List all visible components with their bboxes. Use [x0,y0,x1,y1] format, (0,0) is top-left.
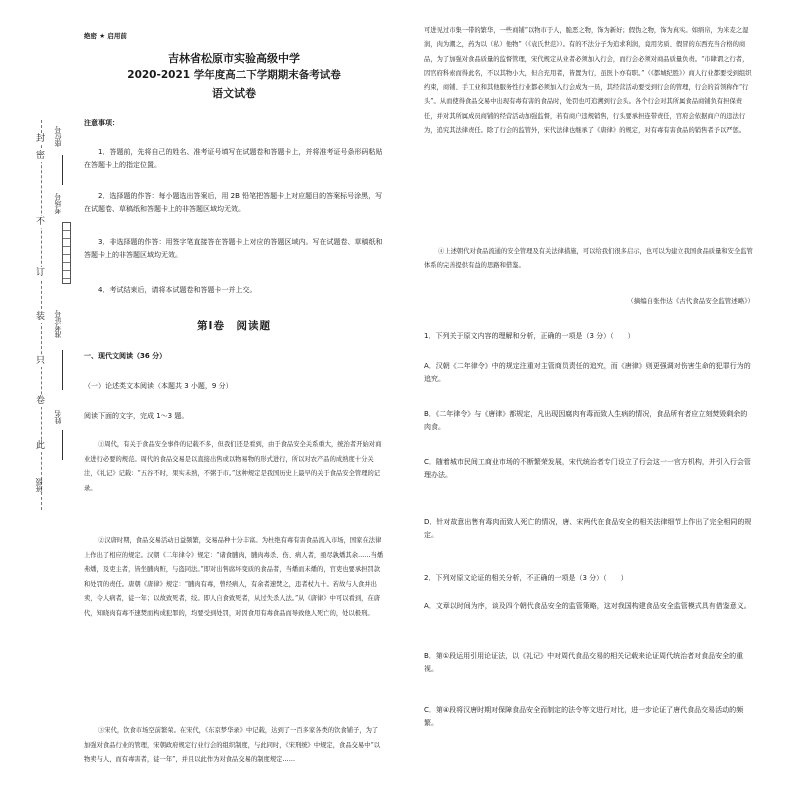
field-room-label: 考场号 [54,193,62,214]
question-option: D．针对故意出售有毒肉而致人死亡的情况，唐、宋两代在食品安全的相关法律细节上作出了完全相同的规定。 [424,518,752,539]
passage-paragraph: ②汉唐时期，食品交易活动日益频繁，交易品种十分丰富。为杜绝有毒有害食品流入市场，国家在法律上作出了相应的规定。汉朝《二年律令》规定：“诸食脯肉，脯肉毒杀、伤、病人者，亟尽孰燔其余……当燔弗燔，及吏主者，皆坐脯肉赃，与盗同法。”即对出售腐坏变质的食品者，当燔而未燔的，官吏也要承担罚款和处罚的责任。唐朝《唐律》规定：“脯肉有毒，曾经病人，有余者速焚之，违者杖九十。若故与人食并出卖，令人病者，徒一年；以故致死者，绞。即人自食致死者，从过失杀人法。”从《唐律》中可以看到，在唐代，知晓肉有毒不速焚而构成犯罪的，均要受到处罚，对因食用有毒食品而导致他人死亡的，处以极刑。 [84,537,384,617]
instruction: 阅读下面的文字，完成 1～3 题。 [84,412,189,420]
section-title: 第Ⅰ卷 阅读题 [197,320,271,332]
seat-line [62,155,63,185]
passage-paragraph: 可进见过市集一带的繁华，一些商铺“以物市于人，脆恶之物，饰为新好；假伪之物，饰为真实。如绢帛，为米麦之湿润，肉为潮之，药为以（私）他物”（《袁氏世范》）。有的不法分子为追求利润，竟用劣质、假冒的东西充当合格的商品，为了加强对食品质量的监督管理，宋代规定从业者必须加入行会，而行会必须对商品质量负责。“市肆谓之行者，因官府科索而得此名，不以其物小大，但合充用者，皆置为行，虽医卜亦有职。”（《都城纪胜》）商人行业都要受到组织约束，商铺、手工业和其他服务性行业都必须加入行会成为一员，其经营活动要受到行会的管理，行会的首领称作“行头”。从而使得食品交易中出现有毒有害的食品时，处罚也可追溯到行会头。各个行会对其所属食品商铺负有担保责任，并对其所属成员商铺的经营活动加强监督，若有商户违规销售，行头要承担连带责任，官府会依据商户的违法行为，追究其法律责任。除了行会的监管外，宋代法律也继承了《唐律》的规定，对有毒有害食品的销售者予以严惩。 [424,27,752,135]
margin-char: 卷 [36,396,46,406]
field-name-label: 姓名 [54,410,62,424]
question-stem: 2．下列对原文论证的相关分析，不正确的一项是（3 分）（ ） [424,574,628,582]
margin-char: 封 [36,134,46,144]
margin-char: 装 [36,312,46,322]
margin-char: 不 [36,217,46,227]
question-option: C．随着城市民间工商业市场的不断繁荣发展，宋代统治者专门设立了行会这一一官方机构，并引入行会管理办法。 [424,458,751,479]
field-ticket-label: 准考证号 [54,310,62,338]
notice-title: 注意事项： [84,119,119,127]
margin-char: 订 [36,268,46,278]
question-option: B．《二年律令》与《唐律》都规定，凡出现因腐肉有毒而致人生病的情况，食品所有者应立刻焚毁剩余的肉食。 [424,410,748,431]
margin-char: 此 [36,441,46,451]
passage-paragraph: ④上述朝代对食品流通的安全管理及有关法律措施，可以给我们很多启示，也可以为建立我国食品质量和安全监管体系的完善提供有益的思路和借鉴。 [424,248,753,270]
secret-label: 绝密 ★ 启用前 [84,32,127,40]
margin-char: 只 [36,356,46,366]
notice-item: 3．非选择题的作答：用签字笔直接答在答题卡上对应的答题区域内。写在试题卷、草稿纸和答题卡上的非答题区域均无效。 [84,238,383,259]
room-boxes [62,222,71,284]
exam-title: 2020-2021 学年度高二下学期期末备考试卷 [127,69,341,81]
notice-item: 2．选择题的作答：每小题选出答案后，用 2B 铅笔把答题卡上对应题目的答案标号涂黑，写在试题卷、草稿纸和答题卡上的非答题区域均无效。 [84,192,383,213]
field-seat-label: 座位号 [54,126,62,147]
margin-char: 密 [36,151,46,161]
notice-item: 1．答题前，先将自己的姓名、准考证号填写在试题卷和答题卡上，并将准考证号条形码粘贴在答题卡上的指定位置。 [84,148,383,169]
passage-source: （摘编自张作达《古代食品安全监管述略》） [627,297,754,305]
notice-item: 4．考试结束后，请将本试题卷和答题卡一并上交。 [98,286,257,294]
subpart-heading: （一）论述类文本阅读（本题共 3 小题，9 分） [84,382,233,390]
ticket-line [62,350,63,390]
field-class-label: 班级 [35,478,43,492]
subject-title: 语文试卷 [212,87,256,100]
passage-paragraph: ③宋代，饮食市场空前繁荣。在宋代，《东京梦华录》中记载，达到了一百多家各类的饮食铺子，为了加强对食品行业的管理，宋朝政府规定行业行会的组织制度，与此同时，《宋刑统》中规定，食品交易中“以物卖与人，而有毒害者，徒一年”，并且以此作为对食品交易的制度规定…… [84,727,381,763]
question-option: A．文章以时间为序，谈及四个朝代食品安全的监管策略，这对我国构建食品安全监管模式具有借鉴意义。 [424,602,751,610]
question-option: C．第④段将汉唐时期对保障食品安全而制定的法令等文进行对比，进一步论证了唐代食品交易活动的频繁。 [424,706,744,727]
part-heading: 一、现代文阅读（36 分） [84,352,167,360]
name-line [62,430,63,460]
question-option: B．第①段运用引用论证法，以《礼记》中对周代食品交易的相关记载来论证周代统治者对食品安全的重视。 [424,652,744,673]
question-option: A．汉朝《二年律令》中的规定注重对主管商员责任的追究，而《唐律》则更强调对伤害生命的犯罪行为的追究。 [424,362,751,383]
passage-paragraph: ①周代，有关于食品安全事件的记载不多，但我们还是看到，由于食品安全关系重大，统治者开始对商业进行必要的规范。周代的食品交易是以直接出售或以物易物的形式进行，所以对农产品的成熟度十分关注，《礼记》记载：“五谷不时，果实未熟，不粥于市。”这种规定是我国历史上最早的关于食品安全管理的记录。 [84,441,382,492]
school-title: 吉林省松原市实验高级中学 [168,52,300,65]
question-stem: 1．下列关于原文内容的理解和分析，正确的一项是（3 分）（ ） [424,332,635,340]
